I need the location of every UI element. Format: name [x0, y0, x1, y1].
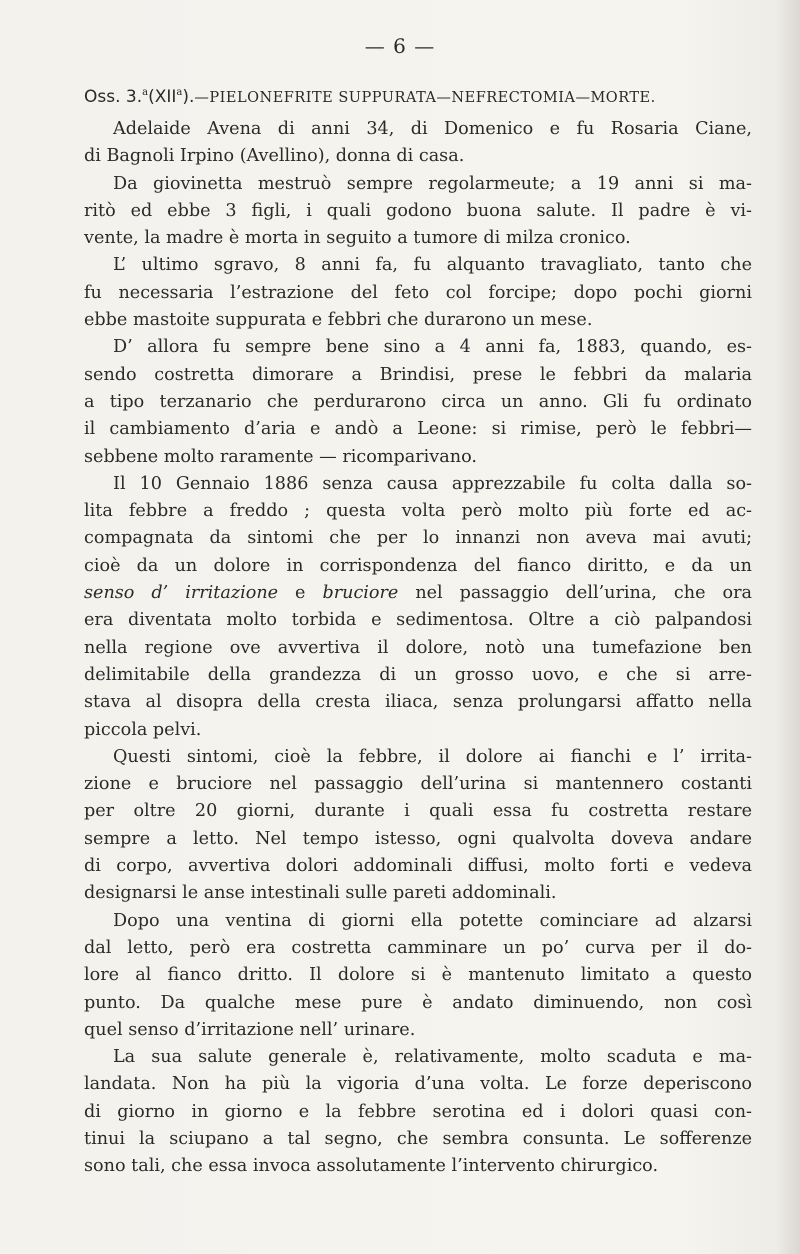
- text-line: La sua salute generale è, relativamente, molto scaduta e ma-: [113, 1047, 752, 1068]
- text-line: fu necessaria l’estrazione del feto col forcipe; dopo pochi giorni: [84, 282, 752, 303]
- text-line: di corpo, avvertiva dolori addominali diffusi, molto forti e vedeva: [84, 856, 752, 877]
- text-line: Il 10 Gennaio 1886 senza causa apprezzabile fu colta dalla so-: [113, 473, 752, 494]
- text-line: a tipo terzanario che perdurarono circa un anno. Gli fu ordinato: [84, 391, 752, 412]
- text-fragment: e: [295, 583, 306, 604]
- text-line: Questi sintomi, cioè la febbre, il dolore ai fianchi e l’ irrita-: [113, 746, 752, 767]
- case-number-open: (XII: [148, 87, 177, 107]
- observation-label-sup: a: [142, 87, 149, 98]
- italic-fragment: d’ irritazione: [151, 583, 279, 604]
- text-line: sono tali, che essa invoca assolutamente l’intervento chirurgico.: [84, 1156, 659, 1177]
- text-line: lore al fianco dritto. Il dolore si è mantenuto limitato a questo: [84, 965, 752, 986]
- text-line: ebbe mastoite suppurata e febbri che durarono un mese.: [84, 310, 593, 331]
- body-text: [84, 116, 752, 1181]
- text-line: era diventata molto torbida e sedimentosa. Oltre a ciò palpandosi: [84, 610, 752, 631]
- text-line: per oltre 20 giorni, durante i quali essa fu costretta restare: [84, 801, 752, 822]
- case-number-sup: a: [176, 87, 183, 98]
- text-line: Da giovinetta mestruò sempre regolarmeute; a 19 anni si ma-: [113, 173, 752, 194]
- text-line: sempre a letto. Nel tempo istesso, ogni qualvolta doveva andare: [84, 828, 752, 849]
- italic-fragment: senso: [84, 583, 135, 604]
- text-line: Adelaide Avena di anni 34, di Domenico e fu Rosaria Ciane,: [113, 119, 752, 139]
- text-line: di giorno in giorno e la febbre serotina ed i dolori quasi con-: [84, 1101, 752, 1122]
- text-line: di Bagnoli Irpino (Avellino), donna di casa.: [84, 146, 465, 167]
- text-line: cioè da un dolore in corrispondenza del fianco diritto, e da un: [84, 555, 752, 576]
- text-line: L’ ultimo sgravo, 8 anni fa, fu alquanto travagliato, tanto che: [113, 255, 752, 276]
- text-line: quel senso d’irritazione nell’ urinare.: [84, 1019, 416, 1040]
- text-line: D’ allora fu sempre bene sino a 4 anni fa, 1883, quando, es-: [113, 337, 752, 358]
- text-line: sendo costretta dimorare a Brindisi, prese le febbri da malaria: [84, 364, 752, 385]
- text-line: il cambiamento d’aria e andò a Leone: si rimise, però le febbri—: [84, 419, 752, 440]
- page-number: — 6 —: [364, 34, 436, 58]
- text-line: stava al disopra della cresta iliaca, senza prolungarsi affatto nella: [84, 692, 752, 713]
- text-line: punto. Da qualche mese pure è andato diminuendo, non così: [84, 992, 752, 1013]
- text-line: tinui la sciupano a tal segno, che sembra consunta. Le sofferenze: [84, 1128, 752, 1149]
- text-line: piccola pelvi.: [84, 719, 202, 740]
- observation-label: Oss. 3.: [84, 87, 143, 107]
- case-number-close: ).: [182, 87, 195, 107]
- observation-title: —PIELONEFRITE SUPPURATA—NEFRECTOMIA—MORTE.: [194, 90, 656, 106]
- text-line: lita febbre a freddo ; questa volta però molto più forte ed ac-: [84, 501, 752, 522]
- text-line: dal letto, però era costretta camminare un po’ curva per il do-: [84, 937, 752, 958]
- italic-fragment: bruciore: [322, 583, 399, 604]
- text-line: delimitabile della grandezza di un grosso uovo, e che si arre-: [84, 664, 752, 685]
- text-line: sebbene molto raramente — ricomparivano.: [84, 446, 477, 467]
- text-line: Dopo una ventina di giorni ella potette cominciare ad alzarsi: [113, 910, 752, 931]
- text-line: vente, la madre è morta in seguito a tumore di milza cronico.: [84, 228, 631, 249]
- text-line: designarsi le anse intestinali sulle pareti addominali.: [84, 883, 557, 904]
- text-fragment: nel passaggio dell’urina, che ora: [415, 583, 752, 604]
- text-line-with-italics: [84, 580, 752, 607]
- text-line: nella regione ove avvertiva il dolore, notò una tumefazione ben: [84, 637, 752, 658]
- text-line: compagnata da sintomi che per lo innanzi non aveva mai avuti;: [84, 528, 752, 549]
- observation-heading: [84, 87, 764, 107]
- text-line: zione e bruciore nel passaggio dell’urina si mantennero costanti: [84, 774, 752, 795]
- text-line: ritò ed ebbe 3 figli, i quali godono buona salute. Il padre è vi-: [84, 200, 752, 221]
- text-line: landata. Non ha più la vigoria d’una volta. Le forze deperiscono: [84, 1074, 752, 1095]
